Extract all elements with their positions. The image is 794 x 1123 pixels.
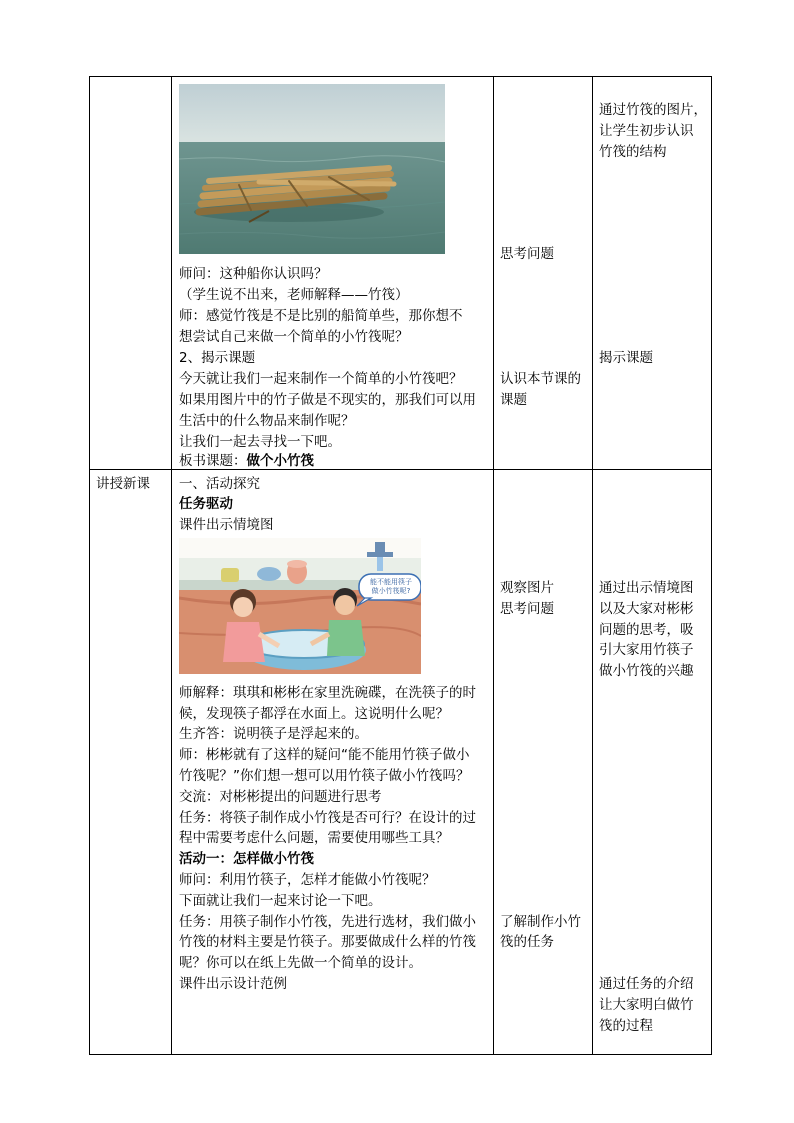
row1-line-5: 2、揭示课题 [179,350,256,366]
row1-student-activity-2b: 课题 [500,392,527,408]
task-driven-heading: 任务驱动 [179,496,233,512]
table-bottom-border [89,1054,712,1055]
row1-intent-1a: 通过竹筏的图片， [599,102,707,118]
activity-explore-heading: 一、活动探究 [179,476,260,492]
row2-line-5: 竹筏呢？”你们想一想可以用竹筷子做小竹筏吗？ [179,768,470,784]
row1-line-6: 今天就让我们一起来制作一个简单的小竹筏吧？ [179,371,463,387]
row1-line-2: （学生说不出来，老师解释——竹筏） [179,287,409,303]
activity-one-heading: 活动一：怎样做小竹筏 [179,851,314,867]
row2-line-13: 呢？你可以在纸上先做一个简单的设计。 [179,955,422,971]
table-col-divider-2 [493,76,494,1055]
row2-intent-a4: 引大家用竹筷子 [599,642,694,658]
row2-student-activity-a1: 观察图片 [500,580,554,596]
board-title: 做个小竹筏 [246,453,314,469]
row1-student-activity-1: 思考问题 [500,246,554,262]
row2-student-activity-a2: 思考问题 [500,601,554,617]
row2-line-7: 任务：将筷子制作成小竹筏是否可行？在设计的过 [179,810,476,826]
row2-line-11: 任务：用筷子制作小竹筏，先进行选材，我们做小 [179,914,476,930]
board-title-line [179,451,314,472]
table-right-border [711,76,712,1055]
bamboo-raft-photo [179,84,445,254]
row2-intent-b2: 让大家明白做竹 [599,997,694,1013]
row2-line-3: 生齐答：说明筷子是浮起来的。 [179,726,368,742]
row1-intent-1b: 让学生初步认识 [599,123,694,139]
row2-line-10: 下面就让我们一起来讨论一下吧。 [179,893,382,909]
row2-intent-a3: 问题的思考，吸 [599,622,694,638]
row2-intent-a1: 通过出示情境图 [599,580,694,596]
row2-student-activity-b2: 筏的任务 [500,934,554,950]
row1-line-3: 师：感觉竹筏是不是比别的船简单些，那你想不 [179,308,463,324]
row1-student-activity-2a: 认识本节课的 [500,371,581,387]
scenario-caption: 课件出示情境图 [179,517,274,533]
speech-bubble-line-1: 能不能用筷子 [370,578,412,586]
row2-line-14: 课件出示设计范例 [179,976,287,992]
dishwashing-scene-illustration [179,538,421,674]
row2-line-12: 竹筏的材料主要是竹筷子。那要做成什么样的竹筏 [179,934,476,950]
row2-student-activity-b1: 了解制作小竹 [500,914,581,930]
table-top-border [89,76,712,77]
row2-line-1: 师解释：琪琪和彬彬在家里洗碗碟，在洗筷子的时 [179,685,476,701]
table-left-border [89,76,90,1055]
row1-line-8: 生活中的什么物品来制作呢？ [179,413,355,429]
row1-line-9: 让我们一起去寻找一下吧。 [179,434,341,450]
speech-bubble-line-2: 做小竹筏呢? [371,587,411,595]
row1-line-4: 想尝试自己来做一个简单的小竹筏呢？ [179,329,409,345]
speech-bubble [362,578,420,596]
row2-line-8: 程中需要考虑什么问题，需要使用哪些工具？ [179,830,449,846]
row2-stage-label: 讲授新课 [96,476,150,492]
table-col-divider-1 [171,76,172,1055]
table-col-divider-3 [592,76,593,1055]
row2-line-9: 师问：利用竹筷子，怎样才能做小竹筏呢？ [179,872,436,888]
row2-line-2: 候，发现筷子都浮在水面上。这说明什么呢？ [179,706,449,722]
row2-intent-a5: 做小竹筏的兴趣 [599,663,694,679]
row2-intent-b3: 筏的过程 [599,1018,653,1034]
row2-line-6: 交流：对彬彬提出的问题进行思考 [179,789,382,805]
row1-line-1: 师问：这种船你认识吗？ [179,266,328,282]
board-title-prefix: 板书课题： [179,453,247,469]
row2-intent-a2: 以及大家对彬彬 [599,601,694,617]
row1-intent-2: 揭示课题 [599,350,653,366]
row1-intent-1c: 竹筏的结构 [599,144,667,160]
row2-intent-b1: 通过任务的介绍 [599,976,694,992]
row1-line-7: 如果用图片中的竹子做是不现实的，那我们可以用 [179,392,476,408]
row2-line-4: 师：彬彬就有了这样的疑问“能不能用竹筷子做小 [179,747,470,763]
